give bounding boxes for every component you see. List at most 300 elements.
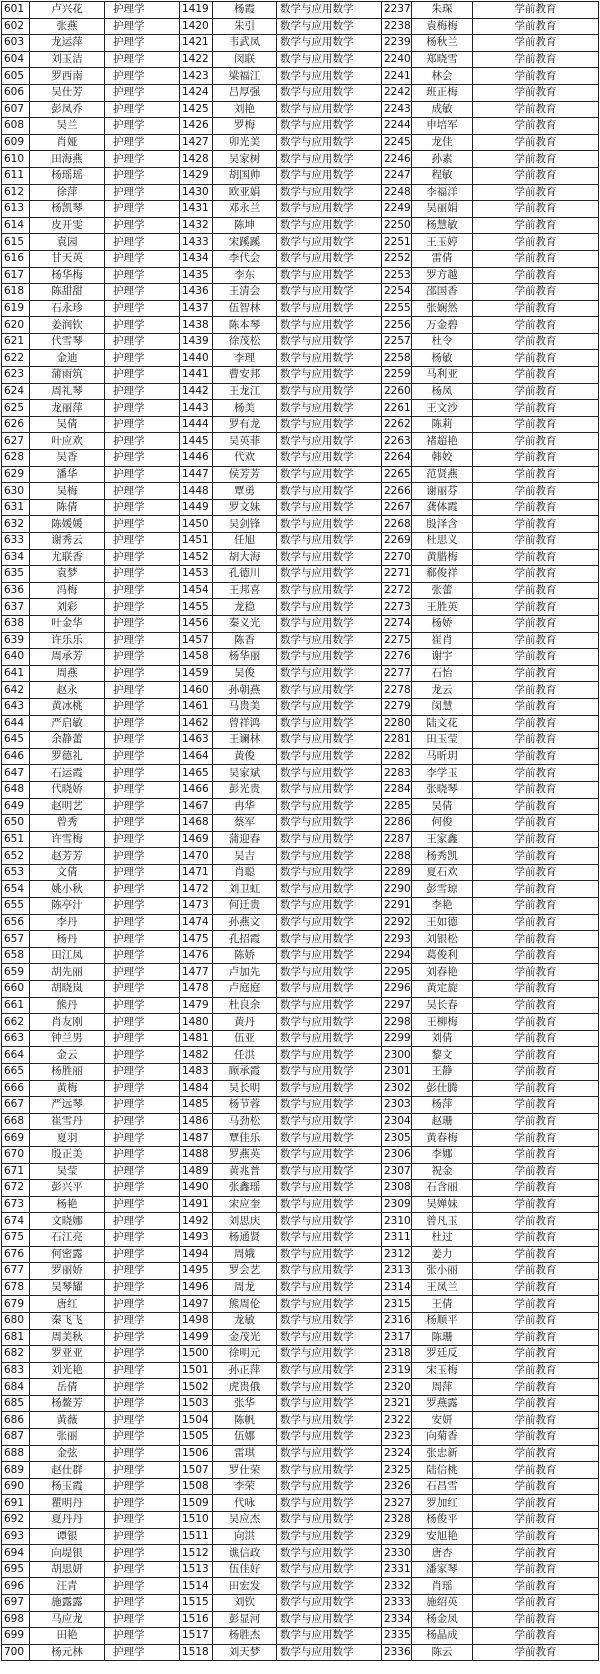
id-cell: 2269 [382,533,412,550]
major-cell: 数学与应用数学 [277,284,382,301]
name-cell: 文倩 [30,864,105,881]
major-cell: 学前教育 [473,516,599,533]
major-cell: 学前教育 [473,1395,599,1412]
name-cell: 杨敏 [412,350,473,367]
id-cell: 2255 [382,300,412,317]
major-cell: 数学与应用数学 [277,499,382,516]
name-cell: 罗廷反 [412,1346,473,1363]
major-cell: 护理学 [105,416,180,433]
id-cell: 1420 [180,18,213,35]
id-cell: 647 [2,765,30,782]
major-cell: 学前教育 [473,831,599,848]
major-cell: 学前教育 [473,367,599,384]
major-cell: 数学与应用数学 [277,267,382,284]
id-cell: 1483 [180,1064,213,1081]
table-row [2,101,599,118]
name-cell: 杨俊平 [412,1512,473,1529]
major-cell: 护理学 [105,765,180,782]
major-cell: 数学与应用数学 [277,848,382,865]
name-cell: 李福洋 [412,184,473,201]
table-row [2,615,599,632]
major-cell: 学前教育 [473,815,599,832]
name-cell: 王邦喜 [213,582,277,599]
id-cell: 648 [2,781,30,798]
name-cell: 张鑫瑶 [213,1180,277,1197]
major-cell: 学前教育 [473,101,599,118]
id-cell: 2288 [382,848,412,865]
id-cell: 2294 [382,947,412,964]
major-cell: 数学与应用数学 [277,1362,382,1379]
name-cell: 徐明元 [213,1346,277,1363]
id-cell: 2271 [382,566,412,583]
name-cell: 殷正美 [30,1146,105,1163]
name-cell: 严远琴 [30,1097,105,1114]
name-cell: 胡大海 [213,549,277,566]
name-cell: 周燕 [30,665,105,682]
name-cell: 吴倩 [30,416,105,433]
name-cell: 曹安邦 [213,367,277,384]
name-cell: 赵仕群 [30,1462,105,1479]
id-cell: 2247 [382,167,412,184]
id-cell: 2323 [382,1429,412,1446]
name-cell: 石江亮 [30,1229,105,1246]
table-row [2,632,599,649]
major-cell: 数学与应用数学 [277,84,382,101]
major-cell: 数学与应用数学 [277,217,382,234]
major-cell: 数学与应用数学 [277,1312,382,1329]
name-cell: 杨胜丽 [30,1064,105,1081]
name-cell: 葛俊利 [412,947,473,964]
name-cell: 皮开雯 [30,217,105,234]
major-cell: 护理学 [105,51,180,68]
name-cell: 雷琪 [213,1445,277,1462]
name-cell: 邓永兰 [213,201,277,218]
name-cell: 曾凡玉 [412,1213,473,1230]
table-row [2,649,599,666]
major-cell: 学前教育 [473,416,599,433]
id-cell: 615 [2,234,30,251]
major-cell: 学前教育 [473,1097,599,1114]
major-cell: 学前教育 [473,1213,599,1230]
major-cell: 数学与应用数学 [277,184,382,201]
id-cell: 2274 [382,615,412,632]
name-cell: 姚小秋 [30,881,105,898]
id-cell: 1512 [180,1545,213,1562]
id-cell: 2276 [382,649,412,666]
major-cell: 数学与应用数学 [277,151,382,168]
id-cell: 2326 [382,1478,412,1495]
name-cell: 吴倩 [412,798,473,815]
major-cell: 学前教育 [473,134,599,151]
major-cell: 护理学 [105,1163,180,1180]
major-cell: 护理学 [105,1545,180,1562]
name-cell: 罗方越 [412,267,473,284]
name-cell: 王倩 [412,1296,473,1313]
major-cell: 护理学 [105,118,180,135]
id-cell: 603 [2,35,30,52]
name-cell: 夏石欢 [412,864,473,881]
name-cell: 李代会 [213,250,277,267]
table-row [2,1279,599,1296]
name-cell: 田玉莹 [412,732,473,749]
major-cell: 数学与应用数学 [277,566,382,583]
name-cell: 曾秀 [30,815,105,832]
id-cell: 1439 [180,333,213,350]
table-row [2,333,599,350]
id-cell: 2284 [382,781,412,798]
major-cell: 学前教育 [473,333,599,350]
id-cell: 2256 [382,317,412,334]
table-row [2,1429,599,1446]
major-cell: 数学与应用数学 [277,1229,382,1246]
id-cell: 2259 [382,367,412,384]
name-cell: 万金碧 [412,317,473,334]
name-cell: 彭雪琼 [412,881,473,898]
major-cell: 学前教育 [473,1611,599,1628]
table-row [2,450,599,467]
major-cell: 学前教育 [473,715,599,732]
name-cell: 杨胜杰 [213,1628,277,1645]
name-cell: 蒲雨筑 [30,367,105,384]
major-cell: 学前教育 [473,250,599,267]
name-cell: 施绍英 [412,1595,473,1612]
major-cell: 学前教育 [473,284,599,301]
major-cell: 数学与应用数学 [277,18,382,35]
name-cell: 熊周伦 [213,1296,277,1313]
id-cell: 1422 [180,51,213,68]
name-cell: 吴长明 [213,1080,277,1097]
id-cell: 1441 [180,367,213,384]
major-cell: 数学与应用数学 [277,2,382,19]
major-cell: 护理学 [105,947,180,964]
id-cell: 1467 [180,798,213,815]
name-cell: 杨霞 [213,2,277,19]
major-cell: 数学与应用数学 [277,981,382,998]
name-cell: 吴梅 [30,483,105,500]
name-cell: 杨美 [213,400,277,417]
major-cell: 学前教育 [473,1478,599,1495]
id-cell: 638 [2,615,30,632]
major-cell: 护理学 [105,1246,180,1263]
name-cell: 袁梅梅 [412,18,473,35]
name-cell: 安妍 [412,1412,473,1429]
major-cell: 护理学 [105,1429,180,1446]
id-cell: 1472 [180,881,213,898]
name-cell: 侯芳芳 [213,466,277,483]
table-row [2,383,599,400]
name-cell: 王清会 [213,284,277,301]
id-cell: 2309 [382,1196,412,1213]
name-cell: 刘光艳 [30,1362,105,1379]
name-cell: 杨金凤 [412,1611,473,1628]
major-cell: 护理学 [105,1113,180,1130]
major-cell: 护理学 [105,981,180,998]
id-cell: 2304 [382,1113,412,1130]
id-cell: 678 [2,1279,30,1296]
table-row [2,914,599,931]
name-cell: 尤联香 [30,549,105,566]
name-cell: 龙丽萍 [30,400,105,417]
major-cell: 学前教育 [473,400,599,417]
major-cell: 护理学 [105,1296,180,1313]
name-cell: 龙敏 [213,1312,277,1329]
id-cell: 1434 [180,250,213,267]
major-cell: 学前教育 [473,1229,599,1246]
name-cell: 冯梅 [30,582,105,599]
id-cell: 2279 [382,698,412,715]
name-cell: 秦飞飞 [30,1312,105,1329]
major-cell: 护理学 [105,1346,180,1363]
major-cell: 数学与应用数学 [277,1379,382,1396]
major-cell: 学前教育 [473,1429,599,1446]
id-cell: 2308 [382,1180,412,1197]
name-cell: 周龙 [213,1279,277,1296]
name-cell: 陈坤 [213,217,277,234]
major-cell: 数学与应用数学 [277,300,382,317]
table-row [2,864,599,881]
name-cell: 张忠新 [412,1445,473,1462]
name-cell: 黄丹 [213,1014,277,1031]
major-cell: 护理学 [105,1578,180,1595]
major-cell: 数学与应用数学 [277,1263,382,1280]
name-cell: 虎贵俄 [213,1379,277,1396]
id-cell: 2306 [382,1146,412,1163]
major-cell: 学前教育 [473,698,599,715]
major-cell: 护理学 [105,665,180,682]
name-cell: 宋应奎 [213,1196,277,1213]
table-row [2,1229,599,1246]
major-cell: 护理学 [105,2,180,19]
name-cell: 陈香 [213,632,277,649]
table-row [2,815,599,832]
major-cell: 学前教育 [473,1113,599,1130]
major-cell: 数学与应用数学 [277,964,382,981]
id-cell: 2311 [382,1229,412,1246]
table-row [2,1578,599,1595]
id-cell: 1481 [180,1030,213,1047]
id-cell: 1436 [180,284,213,301]
major-cell: 护理学 [105,1180,180,1197]
major-cell: 数学与应用数学 [277,1429,382,1446]
major-cell: 护理学 [105,1611,180,1628]
id-cell: 2318 [382,1346,412,1363]
name-cell: 韦武凤 [213,35,277,52]
name-cell: 周娥 [213,1246,277,1263]
id-cell: 1451 [180,533,213,550]
major-cell: 数学与应用数学 [277,665,382,682]
id-cell: 631 [2,499,30,516]
name-cell: 王玉婷 [412,234,473,251]
id-cell: 693 [2,1528,30,1545]
id-cell: 672 [2,1180,30,1197]
id-cell: 632 [2,516,30,533]
major-cell: 学前教育 [473,1030,599,1047]
id-cell: 623 [2,367,30,384]
name-cell: 陈帆 [213,1412,277,1429]
name-cell: 张燕 [30,18,105,35]
name-cell: 彭凤乔 [30,101,105,118]
table-row [2,1329,599,1346]
major-cell: 学前教育 [473,1312,599,1329]
id-cell: 2331 [382,1561,412,1578]
table-row [2,1595,599,1612]
table-row [2,284,599,301]
name-cell: 龙云 [412,682,473,699]
name-cell: 王凤兰 [412,1279,473,1296]
id-cell: 1427 [180,134,213,151]
table-row [2,1113,599,1130]
id-cell: 694 [2,1545,30,1562]
id-cell: 618 [2,284,30,301]
name-cell: 郑晓雪 [412,51,473,68]
major-cell: 数学与应用数学 [277,997,382,1014]
name-cell: 李荣 [213,1478,277,1495]
major-cell: 数学与应用数学 [277,416,382,433]
table-row [2,599,599,616]
major-cell: 护理学 [105,632,180,649]
major-cell: 学前教育 [473,1595,599,1612]
name-cell: 田海燕 [30,151,105,168]
name-cell: 杜思义 [412,533,473,550]
major-cell: 数学与应用数学 [277,1578,382,1595]
table-row [2,748,599,765]
id-cell: 1475 [180,931,213,948]
major-cell: 学前教育 [473,1014,599,1031]
major-cell: 护理学 [105,997,180,1014]
major-cell: 学前教育 [473,1346,599,1363]
id-cell: 1514 [180,1578,213,1595]
id-cell: 2287 [382,831,412,848]
name-cell: 张小丽 [412,1263,473,1280]
major-cell: 护理学 [105,466,180,483]
name-cell: 黄春梅 [412,1130,473,1147]
name-cell: 周礼琴 [30,383,105,400]
id-cell: 2312 [382,1246,412,1263]
major-cell: 护理学 [105,433,180,450]
name-cell: 金茂光 [213,1329,277,1346]
id-cell: 1518 [180,1644,213,1661]
major-cell: 学前教育 [473,350,599,367]
major-cell: 护理学 [105,1196,180,1213]
id-cell: 1430 [180,184,213,201]
id-cell: 1448 [180,483,213,500]
id-cell: 2281 [382,732,412,749]
major-cell: 护理学 [105,682,180,699]
table-row [2,1512,599,1529]
table-row [2,68,599,85]
name-cell: 杨玉霞 [30,1478,105,1495]
name-cell: 田江凤 [30,947,105,964]
id-cell: 2302 [382,1080,412,1097]
id-cell: 609 [2,134,30,151]
id-cell: 645 [2,732,30,749]
id-cell: 2322 [382,1412,412,1429]
id-cell: 669 [2,1130,30,1147]
major-cell: 护理学 [105,134,180,151]
id-cell: 2297 [382,997,412,1014]
name-cell: 龙佳 [412,134,473,151]
major-cell: 护理学 [105,964,180,981]
major-cell: 学前教育 [473,582,599,599]
name-cell: 田宏发 [213,1578,277,1595]
id-cell: 1421 [180,35,213,52]
table-row [2,1561,599,1578]
table-row [2,848,599,865]
major-cell: 护理学 [105,284,180,301]
major-cell: 学前教育 [473,450,599,467]
table-row [2,898,599,915]
name-cell: 杨华梅 [30,267,105,284]
id-cell: 1474 [180,914,213,931]
name-cell: 蔡军 [213,815,277,832]
table-row [2,2,599,19]
id-cell: 1490 [180,1180,213,1197]
id-cell: 649 [2,798,30,815]
major-cell: 护理学 [105,267,180,284]
id-cell: 2299 [382,1030,412,1047]
name-cell: 孙燕文 [213,914,277,931]
major-cell: 学前教育 [473,981,599,998]
name-cell: 周承芳 [30,649,105,666]
id-cell: 1437 [180,300,213,317]
id-cell: 2266 [382,483,412,500]
major-cell: 学前教育 [473,217,599,234]
major-cell: 护理学 [105,84,180,101]
major-cell: 学前教育 [473,1528,599,1545]
id-cell: 2280 [382,715,412,732]
major-cell: 学前教育 [473,615,599,632]
major-cell: 学前教育 [473,1462,599,1479]
name-cell: 金云 [30,1047,105,1064]
major-cell: 护理学 [105,234,180,251]
id-cell: 657 [2,931,30,948]
name-cell: 张丽 [30,1429,105,1446]
table-row [2,1528,599,1545]
major-cell: 学前教育 [473,1196,599,1213]
table-row [2,1644,599,1661]
major-cell: 护理学 [105,1047,180,1064]
name-cell: 谭银 [30,1528,105,1545]
major-cell: 数学与应用数学 [277,931,382,948]
name-cell: 刘天梦 [213,1644,277,1661]
name-cell: 唐杏 [412,1545,473,1562]
id-cell: 2314 [382,1279,412,1296]
id-cell: 2292 [382,914,412,931]
id-cell: 1466 [180,781,213,798]
name-cell: 顾承霞 [213,1064,277,1081]
major-cell: 护理学 [105,250,180,267]
id-cell: 2290 [382,881,412,898]
major-cell: 数学与应用数学 [277,118,382,135]
name-cell: 周美秋 [30,1329,105,1346]
id-cell: 1425 [180,101,213,118]
id-cell: 1476 [180,947,213,964]
name-cell: 韩姣 [412,450,473,467]
id-cell: 634 [2,549,30,566]
name-cell: 瞿明丹 [30,1495,105,1512]
table-row [2,1030,599,1047]
major-cell: 数学与应用数学 [277,831,382,848]
name-cell: 覃勇 [213,483,277,500]
id-cell: 1461 [180,698,213,715]
major-cell: 学前教育 [473,1080,599,1097]
table-row [2,881,599,898]
major-cell: 学前教育 [473,864,599,881]
id-cell: 2298 [382,1014,412,1031]
id-cell: 2260 [382,383,412,400]
name-cell: 赵芳芳 [30,848,105,865]
major-cell: 护理学 [105,450,180,467]
